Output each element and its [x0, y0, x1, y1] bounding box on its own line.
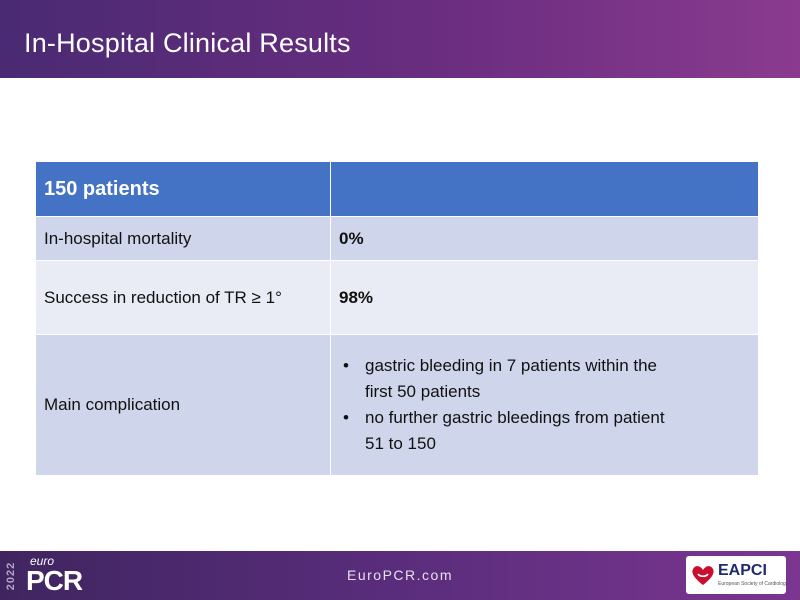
bullet-text-line: gastric bleeding in 7 patients within the: [365, 356, 658, 375]
list-item: [339, 353, 750, 405]
header-bar: [0, 0, 800, 78]
row-label-success: Success in reduction of TR ≥ 1°: [36, 261, 331, 335]
europcr-logo-small: euro: [30, 554, 55, 568]
footer-site-link[interactable]: EuroPCR.com: [347, 567, 453, 583]
row-label-complication: Main complication: [36, 335, 331, 476]
year-label: 2022: [5, 561, 18, 590]
eapci-logo: [686, 556, 789, 594]
row-value-complication: [331, 335, 759, 476]
results-table: [35, 161, 759, 476]
bullet-glyph: •: [343, 408, 349, 427]
heart-icon: [690, 562, 716, 588]
eapci-name: EAPCI: [718, 562, 767, 579]
eapci-subtitle: European Society of Cardiology: [718, 581, 789, 587]
list-item: [339, 405, 750, 457]
bullet-text-line: first 50 patients: [365, 382, 481, 401]
page-title: In-Hospital Clinical Results: [24, 28, 351, 58]
table-header-value: [331, 162, 759, 217]
table-header-label: 150 patients: [36, 162, 331, 217]
complication-list: [339, 353, 750, 457]
table-row: [36, 261, 759, 335]
row-value-mortality: 0%: [331, 217, 759, 261]
bullet-glyph: •: [343, 356, 349, 375]
europcr-logo: PCR: [26, 565, 83, 596]
table-header-row: [36, 162, 759, 217]
table-row: [36, 335, 759, 476]
table-row: [36, 217, 759, 261]
bullet-text-line: no further gastric bleedings from patient: [365, 408, 665, 427]
row-value-success: 98%: [331, 261, 759, 335]
row-label-mortality: In-hospital mortality: [36, 217, 331, 261]
bullet-text-line: 51 to 150: [365, 434, 436, 453]
